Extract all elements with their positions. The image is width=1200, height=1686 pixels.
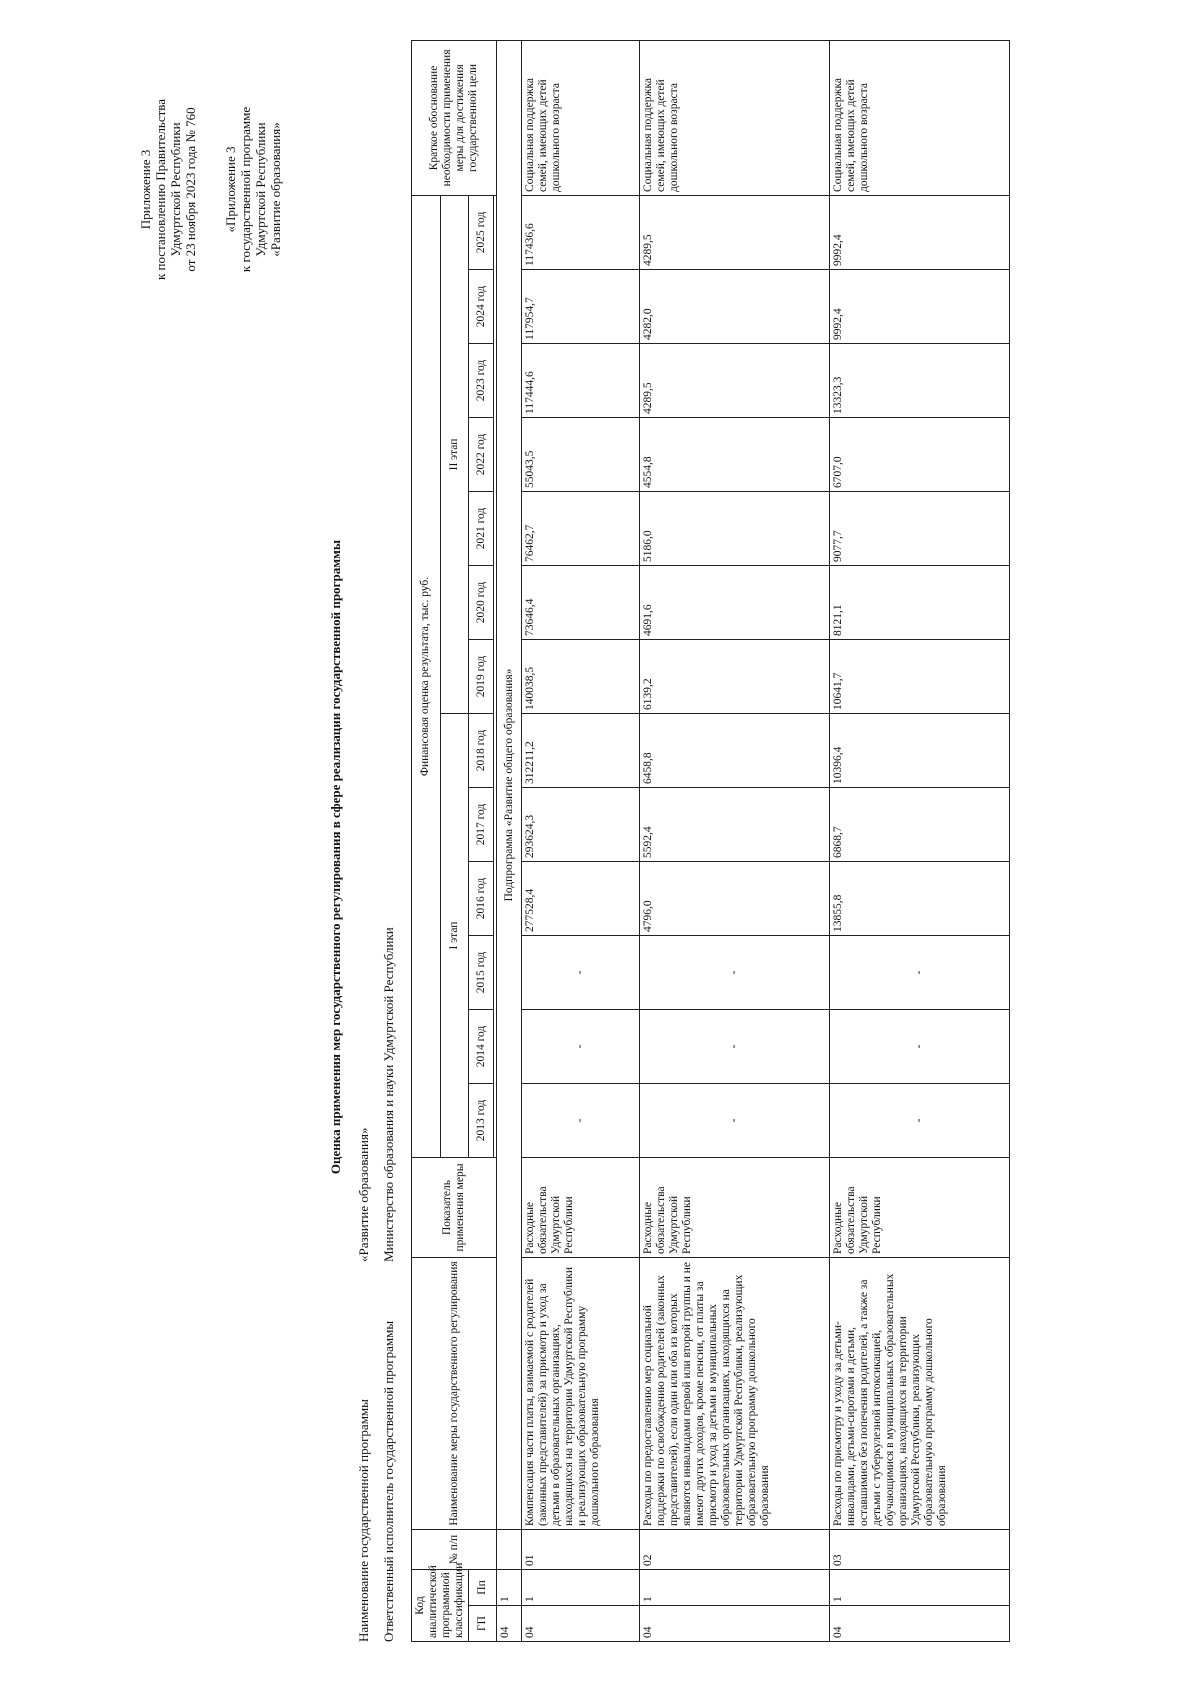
program-label: Наименование государственной программы xyxy=(356,1399,371,1642)
row-value: 6707,0 xyxy=(830,418,1010,492)
header-financial: Финансовая оценка результата, тыс. руб. xyxy=(412,195,441,1157)
appendix-program-header: «Приложение 3 к государственной программе Удмуртской Республики «Развитие образования» xyxy=(223,106,283,273)
year-header: 2018 год xyxy=(469,714,494,788)
row-value: 140038,5 xyxy=(522,640,640,714)
row-reason: Социальная поддержка семей, имеющих детей дошкольного возраста xyxy=(522,40,640,195)
row-value: 277528,4 xyxy=(522,862,640,936)
header-indicator: Показатель применения меры xyxy=(412,1158,497,1258)
row-value: 73646,4 xyxy=(522,566,640,640)
row-pp: 1 xyxy=(830,1570,1010,1606)
row-value: 117444,6 xyxy=(522,344,640,418)
header-gp: ГП xyxy=(469,1606,497,1642)
row-value: 5186,0 xyxy=(640,492,830,566)
row-value: 9077,7 xyxy=(830,492,1010,566)
year-header: 2015 год xyxy=(469,936,494,1010)
row-gp: 04 xyxy=(522,1606,640,1642)
row-value: 13855,8 xyxy=(830,862,1010,936)
row-indicator: Расходные обязательства Удмуртской Республики xyxy=(522,1158,640,1258)
header-name: Наименование меры государственного регулирования xyxy=(412,1258,497,1530)
row-value: 9992,4 xyxy=(830,270,1010,344)
header-row-1 xyxy=(412,40,441,1641)
executor-value: Министерство образования и науки Удмуртской Республики xyxy=(381,927,396,1262)
row-value: 76462,7 xyxy=(522,492,640,566)
row-value: - xyxy=(640,936,830,1010)
year-header: 2025 год xyxy=(469,195,494,269)
year-header: 2021 год xyxy=(469,492,494,566)
year-header: 2013 год xyxy=(469,1084,494,1158)
row-reason: Социальная поддержка семей, имеющих детей дошкольного возраста xyxy=(640,40,830,195)
row-num: 03 xyxy=(830,1530,1010,1570)
row-name: Компенсация части платы, взимаемой с родителей (законных представителей) за присмотр и уход за детьми в образовательных организациях, находящихся на территории Удмуртской Республики и реализующих образовательную программу дошкольного образования xyxy=(522,1258,640,1530)
year-header: 2022 год xyxy=(469,418,494,492)
subprogram-pp: 1 xyxy=(497,1570,522,1606)
row-value: - xyxy=(830,936,1010,1010)
executor-label: Ответственный исполнитель государственной программы xyxy=(381,1320,396,1642)
row-value: 4554,8 xyxy=(640,418,830,492)
year-header: 2024 год xyxy=(469,270,494,344)
row-value: - xyxy=(522,1010,640,1084)
row-value: - xyxy=(640,1084,830,1158)
appendix-header: Приложение 3 к постановлению Правительства Удмуртской Республики от 23 ноября 2023 года № 760 xyxy=(138,98,198,281)
row-indicator: Расходные обязательства Удмуртской Республики xyxy=(830,1158,1010,1258)
row-reason: Социальная поддержка семей, имеющих детей дошкольного возраста xyxy=(830,40,1010,195)
row-value: 8121,1 xyxy=(830,566,1010,640)
header-stage-2: II этап xyxy=(440,195,469,713)
row-value: 9992,4 xyxy=(830,195,1010,269)
row-value: 6139,2 xyxy=(640,640,830,714)
row-value: 4289,5 xyxy=(640,344,830,418)
row-value: 4691,6 xyxy=(640,566,830,640)
row-value: 5592,4 xyxy=(640,788,830,862)
row-num: 01 xyxy=(522,1530,640,1570)
row-value: 117436,6 xyxy=(522,195,640,269)
row-value: - xyxy=(830,1084,1010,1158)
row-value: 10396,4 xyxy=(830,714,1010,788)
year-header: 2019 год xyxy=(469,640,494,714)
subprogram-row xyxy=(497,40,522,1641)
subprogram-gp: 04 xyxy=(497,1606,522,1642)
row-value: 293624,3 xyxy=(522,788,640,862)
program-name-line xyxy=(356,1127,372,1642)
row-value: 6458,8 xyxy=(640,714,830,788)
year-header: 2016 год xyxy=(469,862,494,936)
subprogram-num xyxy=(497,1530,522,1570)
row-value: 312211,2 xyxy=(522,714,640,788)
header-stage-1: I этап xyxy=(440,714,469,1158)
year-header: 2020 год xyxy=(469,566,494,640)
row-value: 10641,7 xyxy=(830,640,1010,714)
header-num: № п/п xyxy=(412,1530,497,1570)
row-num: 02 xyxy=(640,1530,830,1570)
row-pp: 1 xyxy=(640,1570,830,1606)
document-title: Оценка применения мер государственного регулирования в сфере реализации государственной программы xyxy=(328,539,343,1175)
table-row xyxy=(522,40,640,1641)
year-header: 2017 год xyxy=(469,788,494,862)
row-name: Расходы по предоставлению мер социальной поддержки по освобождению родителей (законных представителей), если один или оба из которых являются инвалидами первой или второй группы и не имеют других доходов, кроме пенсии, от платы за присмотр и уход за детьми в муниципальных образовательных организациях, находящихся на территории Удмуртской Республики, реализующих образовательную программу дошкольного образования xyxy=(640,1258,830,1530)
row-name: Расходы по присмотру и уходу за детьми-инвалидами, детьми-сиротами и детьми, оставшимися без попечения родителей, а также за детьми с туберкулезной интоксикацией, обучающимися в муниципальных образовательных организациях, находящихся на территории Удмуртской Республики, реализующих образовательную программу дошкольного образования xyxy=(830,1258,1010,1530)
table-row xyxy=(640,40,830,1641)
header-pp: Пп xyxy=(469,1570,497,1606)
header-reason: Краткое обоснование необходимости применения меры для достижения государственной цели xyxy=(412,40,497,195)
row-gp: 04 xyxy=(830,1606,1010,1642)
year-header: 2014 год xyxy=(469,1010,494,1084)
header-code: Код аналитической программной классификации xyxy=(412,1570,469,1642)
row-value: 6868,7 xyxy=(830,788,1010,862)
row-value: - xyxy=(640,1010,830,1084)
row-value: - xyxy=(830,1010,1010,1084)
row-value: 4282,0 xyxy=(640,270,830,344)
measures-table xyxy=(411,40,1010,1642)
row-value: 55043,5 xyxy=(522,418,640,492)
row-value: 13323,3 xyxy=(830,344,1010,418)
row-value: 4796,0 xyxy=(640,862,830,936)
row-value: - xyxy=(522,936,640,1010)
table-row xyxy=(830,40,1010,1641)
row-value: 4289,5 xyxy=(640,195,830,269)
row-gp: 04 xyxy=(640,1606,830,1642)
row-indicator: Расходные обязательства Удмуртской Республики xyxy=(640,1158,830,1258)
year-header: 2023 год xyxy=(469,344,494,418)
document-page xyxy=(38,49,1158,1652)
subprogram-title: Подпрограмма «Развитие общего образования» xyxy=(497,40,522,1529)
executor-line xyxy=(381,927,397,1642)
row-pp: 1 xyxy=(522,1570,640,1606)
row-value: 117954,7 xyxy=(522,270,640,344)
program-value: «Развитие образования» xyxy=(356,1127,371,1262)
row-value: - xyxy=(522,1084,640,1158)
